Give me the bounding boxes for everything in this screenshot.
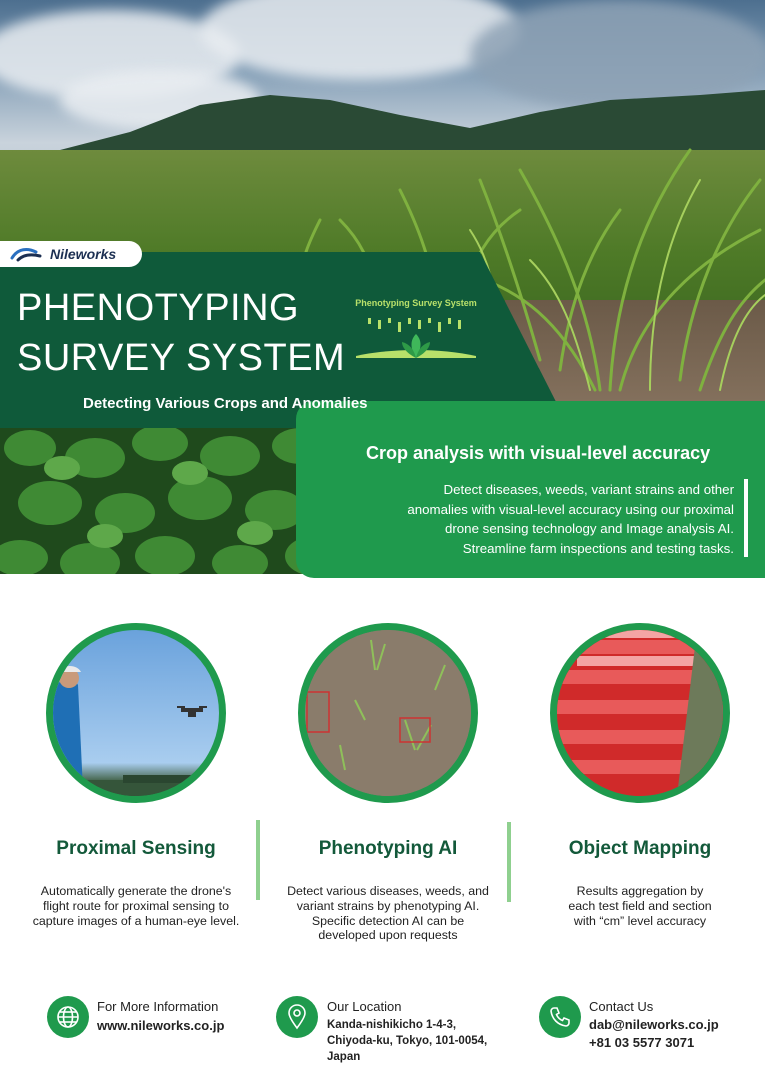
logo-text: Nileworks [50, 246, 117, 262]
location-pin-icon [276, 996, 318, 1038]
logo-mark-icon [10, 246, 44, 262]
feature-text-proximal-sensing [16, 884, 256, 928]
panel-line: Detect diseases, weeds, variant strains and other [443, 482, 734, 497]
phone-icon [539, 996, 581, 1038]
weed-detection-illustration [305, 630, 471, 796]
feature-line: variant strains by phenotyping AI. [296, 898, 480, 913]
feature-divider [507, 822, 511, 902]
panel-line: Streamline farm inspections and testing tasks. [462, 540, 734, 556]
panel-line: drone sensing technology and Image analysis AI. [444, 521, 734, 536]
info-label: For More Information [97, 999, 219, 1014]
feature-line: each test field and section [568, 898, 712, 913]
panel-heading: Crop analysis with visual-level accuracy [366, 443, 711, 463]
address-line: Chiyoda-ku, Tokyo, 101-0054, [327, 1035, 488, 1047]
feature-line: Detect various diseases, weeds, and [287, 884, 489, 898]
globe-icon [47, 996, 89, 1038]
page-title [17, 283, 345, 383]
address-line: Kanda-nishikicho 1-4-3, [327, 1019, 457, 1031]
feature-text-phenotyping-ai [266, 884, 510, 943]
panel-line: anomalies with visual-level accuracy using our proximal [407, 501, 734, 517]
phenotyping-ai-photo [298, 623, 478, 803]
panel-accent-bar [744, 479, 748, 557]
proximal-sensing-photo [46, 623, 226, 803]
contact-label: Contact Us [589, 999, 654, 1014]
feature-line: flight route for proximal sensing to [43, 898, 229, 913]
title-line-1: PHENOTYPING [17, 287, 300, 329]
feature-title-proximal-sensing: Proximal Sensing [56, 838, 216, 859]
feature-line: Specific detection AI can be [311, 913, 465, 928]
feature-text-object-mapping [530, 884, 750, 928]
drone-pilot-illustration [53, 630, 219, 796]
badge-label: Phenotyping Survey System [355, 298, 477, 308]
address-line: Japan [327, 1051, 361, 1063]
feature-line: Automatically generate the drone's [40, 884, 232, 898]
object-mapping-photo [550, 623, 730, 803]
feature-line: developed upon requests [318, 928, 458, 943]
location-label: Our Location [327, 999, 402, 1014]
feature-line: capture images of a human-eye level. [32, 913, 240, 928]
page-subtitle: Detecting Various Crops and Anomalies [83, 395, 368, 412]
nileworks-logo[interactable] [0, 241, 142, 267]
contact-phone[interactable]: +81 03 5577 3071 [589, 1035, 695, 1050]
contact-email[interactable]: dab@nileworks.co.jp [589, 1017, 719, 1032]
website-link[interactable]: www.nileworks.co.jp [97, 1018, 225, 1033]
panel-body [356, 480, 734, 558]
feature-line: Results aggregation by [576, 884, 704, 898]
title-line-2: SURVEY SYSTEM [17, 337, 346, 379]
field-map-illustration [557, 630, 723, 796]
feature-line: with “cm” level accuracy [573, 913, 707, 928]
feature-divider [256, 820, 260, 900]
address [327, 1017, 487, 1065]
feature-title-object-mapping: Object Mapping [568, 838, 712, 859]
feature-title-phenotyping-ai: Phenotyping AI [318, 838, 458, 859]
